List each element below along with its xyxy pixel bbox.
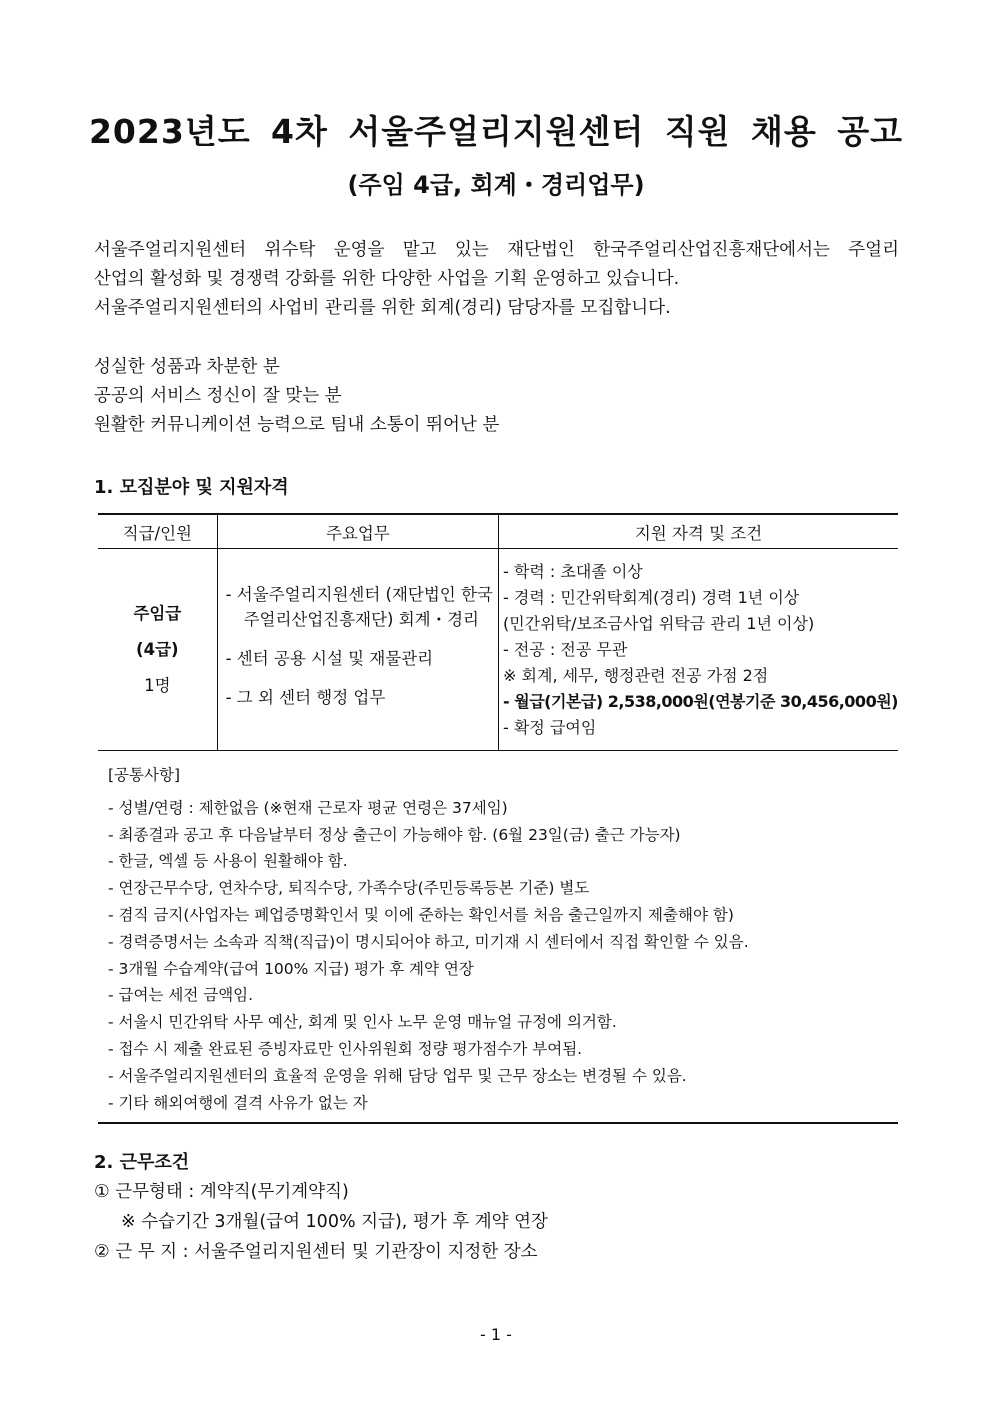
qualification-line: - 전공 : 전공 무관 — [503, 639, 628, 659]
common-note-item: - 기타 해외여행에 결격 사유가 없는 자 — [108, 1093, 368, 1112]
salary-line: - 월급(기본급) 2,538,000원(연봉기준 30,456,000원) — [503, 691, 898, 711]
table-row — [98, 549, 898, 751]
recruitment-table — [98, 513, 898, 751]
common-notes-bottom-rule — [98, 1122, 898, 1124]
table-header: 직급/인원 — [98, 514, 217, 549]
work-condition-line: ① 근무형태 : 계약직(무기계약직) — [94, 1182, 349, 1202]
intro-line: 서울주얼리지원센터 위수탁 운영을 맡고 있는 재단법인 한국주얼리산업진흥재단에서는 주얼리 — [94, 240, 899, 260]
duty-item — [226, 582, 498, 632]
common-note-item: - 서울시 민간위탁 사무 예산, 회계 및 인사 노무 운영 매뉴얼 규정에 의거함. — [108, 1013, 617, 1032]
work-condition-note: ※ 수습기간 3개월(급여 100% 지급), 평가 후 계약 연장 — [121, 1212, 548, 1232]
qualification-line: - 확정 급여임 — [503, 717, 597, 737]
common-note-item: - 접수 시 제출 완료된 증빙자료만 인사위원회 정량 평가점수가 부여됨. — [108, 1039, 583, 1058]
common-notes-heading: [공통사항] — [108, 766, 180, 784]
qualification-line: (민간위탁/보조금사업 위탁금 관리 1년 이상) — [503, 613, 815, 633]
trait-line: 성실한 성품과 차분한 분 — [94, 357, 280, 377]
page-subtitle: (주임 4급, 회계・경리업무) — [347, 171, 645, 199]
page-title: 2023년도 4차 서울주얼리지원센터 직원 채용 공고 — [88, 112, 904, 151]
rank-headcount: 1명 — [144, 675, 171, 695]
common-note-item: - 경력증명서는 소속과 직책(직급)이 명시되어야 하고, 미기재 시 센터에서 직접 확인할 수 있음. — [108, 932, 749, 951]
duty-line: - 서울주얼리지원센터 (재단법인 한국 — [225, 584, 493, 604]
table-header: 지원 자격 및 조건 — [499, 514, 898, 549]
work-condition-line: ② 근 무 지 : 서울주얼리지원센터 및 기관장이 지정한 장소 — [94, 1242, 538, 1262]
common-note-item: - 최종결과 공고 후 다음날부터 정상 출근이 가능해야 함. (6월 23일(금) 출근 가능자) — [108, 825, 681, 844]
section-title-recruitment: 1. 모집분야 및 지원자격 — [94, 477, 289, 498]
qualification-line: - 학력 : 초대졸 이상 — [503, 561, 643, 581]
intro-line: 서울주얼리지원센터의 사업비 관리를 위한 회계(경리) 담당자를 모집합니다. — [94, 298, 671, 318]
page-number: - 1 - — [480, 1325, 512, 1344]
working-conditions — [94, 1177, 548, 1267]
duties-cell — [217, 549, 498, 751]
duty-item: - 센터 공용 시설 및 재물관리 — [225, 648, 434, 668]
intro-line: 산업의 활성화 및 경쟁력 강화를 위한 다양한 사업을 기획 운영하고 있습니다. — [94, 269, 680, 289]
common-note-item: - 겸직 금지(사업자는 폐업증명확인서 및 이에 준하는 확인서를 처음 출근일까지 제출해야 함) — [108, 905, 734, 924]
common-note-item: - 서울주얼리지원센터의 효율적 운영을 위해 담당 업무 및 근무 장소는 변경될 수 있음. — [108, 1066, 687, 1085]
intro-paragraph — [94, 236, 904, 323]
common-note-item: - 3개월 수습계약(급여 100% 지급) 평가 후 계약 연장 — [108, 959, 474, 978]
rank-title: 주임급 — [133, 603, 182, 623]
table-header-row — [98, 514, 898, 549]
qualifications-cell — [499, 549, 898, 751]
common-note-item: - 성별/연령 : 제한없음 (※현재 근로자 평균 연령은 37세임) — [108, 798, 508, 817]
rank-grade: (4급) — [136, 639, 179, 659]
qualification-line: - 경력 : 민간위탁회계(경리) 경력 1년 이상 — [503, 587, 800, 607]
rank-cell — [98, 549, 217, 751]
duty-line: 주얼리산업진흥재단) 회계・경리 — [243, 609, 479, 629]
common-notes — [108, 762, 749, 1116]
common-note-item: - 한글, 엑셀 등 사용이 원활해야 함. — [108, 852, 348, 871]
qualification-line: ※ 회계, 세무, 행정관련 전공 가점 2점 — [503, 665, 769, 685]
trait-line: 공공의 서비스 정신이 잘 맞는 분 — [94, 386, 342, 406]
common-note-item: - 연장근무수당, 연차수당, 퇴직수당, 가족수당(주민등록등본 기준) 별도 — [108, 879, 590, 898]
duty-item: - 그 외 센터 행정 업무 — [225, 687, 386, 707]
section-title-working-conditions: 2. 근무조건 — [94, 1152, 190, 1173]
trait-line: 원활한 커뮤니케이션 능력으로 팀내 소통이 뛰어난 분 — [94, 415, 500, 435]
table-header: 주요업무 — [217, 514, 498, 549]
common-note-item: - 급여는 세전 금액임. — [108, 986, 254, 1005]
desired-traits — [94, 353, 499, 440]
